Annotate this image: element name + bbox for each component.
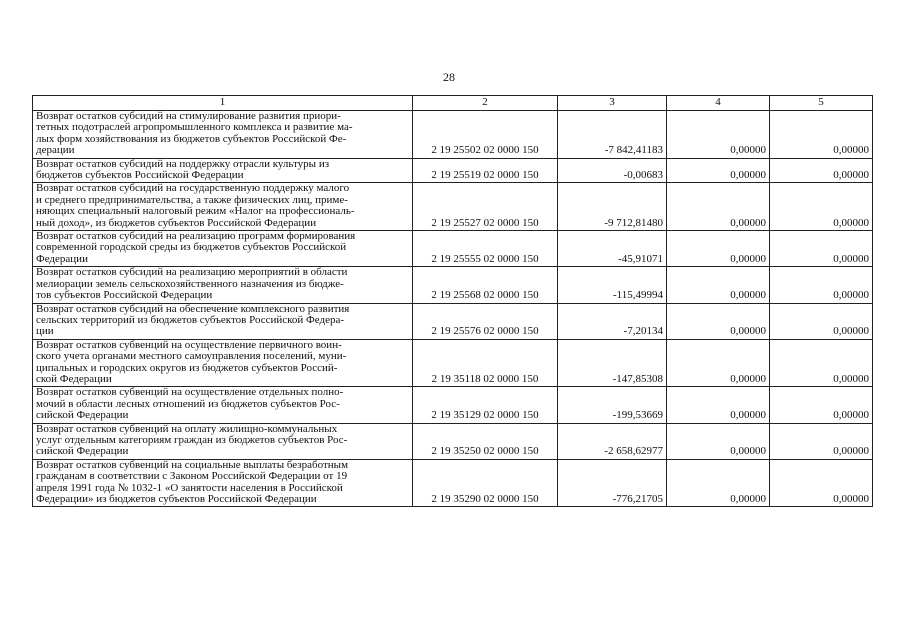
table-row — [33, 267, 873, 303]
row-value-col5: 0,00000 — [770, 387, 873, 423]
row-description: Возврат остатков субсидий на обеспечение комплексного развития сельских территорий из бюджетов субъектов Российской Федера- ции — [36, 302, 350, 338]
row-description: Возврат остатков субвенций на социальные выплаты безработным гражданам в соответствии с Законом Российской Федерации от 19 апреля 1991 года № 1032-1 «О занятости населения в Российской Федерации» из бюджетов субъектов Российской Федерации — [36, 458, 349, 505]
row-value-col4: 0,00000 — [667, 183, 770, 231]
row-value-col4: 0,00000 — [667, 158, 770, 183]
column-header-4: 4 — [667, 96, 770, 111]
row-description: Возврат остатков субвенций на оплату жилищно-коммунальных услуг отдельным категориям граждан из бюджетов субъектов Рос- сийской Федерации — [36, 422, 348, 458]
row-value-col3: -7 842,41183 — [558, 111, 667, 159]
row-code: 2 19 25519 02 0000 150 — [413, 158, 558, 183]
row-code: 2 19 25576 02 0000 150 — [413, 303, 558, 339]
row-code: 2 19 35290 02 0000 150 — [413, 459, 558, 507]
row-value-col3: -147,85308 — [558, 339, 667, 387]
row-value-col3: -115,49994 — [558, 267, 667, 303]
row-value-col4: 0,00000 — [667, 231, 770, 267]
row-value-col3: -199,53669 — [558, 387, 667, 423]
table-row — [33, 231, 873, 267]
row-description: Возврат остатков субсидий на стимулирование развития приори- тетных подотраслей агропромышленного комплекса и развитие ма- лых форм хозяйствования из бюджетов субъектов Российской Фе- дерации — [36, 110, 353, 157]
table-row — [33, 183, 873, 231]
row-code: 2 19 35129 02 0000 150 — [413, 387, 558, 423]
row-value-col3: -9 712,81480 — [558, 183, 667, 231]
row-description: Возврат остатков субсидий на реализацию программ формирования современной городской среды из бюджетов субъектов Российской Федерации — [36, 230, 356, 265]
row-value-col3: -2 658,62977 — [558, 423, 667, 459]
row-value-col4: 0,00000 — [667, 459, 770, 507]
row-code: 2 19 25502 02 0000 150 — [413, 111, 558, 159]
row-value-col5: 0,00000 — [770, 183, 873, 231]
row-value-col3: -776,21705 — [558, 459, 667, 507]
row-code: 2 19 35118 02 0000 150 — [413, 339, 558, 387]
row-code: 2 19 25527 02 0000 150 — [413, 183, 558, 231]
row-value-col3: -45,91071 — [558, 231, 667, 267]
row-value-col5: 0,00000 — [770, 339, 873, 387]
row-value-col5: 0,00000 — [770, 267, 873, 303]
row-value-col4: 0,00000 — [667, 267, 770, 303]
row-value-col5: 0,00000 — [770, 158, 873, 183]
column-header-1: 1 — [33, 96, 413, 111]
table-header-row — [33, 96, 873, 111]
row-value-col4: 0,00000 — [667, 111, 770, 159]
row-description: Возврат остатков субвенций на осуществление первичного воин- ского учета органами местного самоуправления поселений, муни- ципальных и городских округов из бюджетов субъектов Россий- ской Федерации — [36, 338, 347, 385]
row-description: Возврат остатков субсидий на государственную поддержку малого и среднего предпринимательства, а также физических лиц, приме- няющих специальный налоговый режим «Налог на профессиональ- ный доход», из бюджетов субъектов Российской Федерации — [36, 182, 355, 229]
row-value-col3: -7,20134 — [558, 303, 667, 339]
row-description: Возврат остатков субвенций на осуществление отдельных полно- мочий в области лесных отношений из бюджетов субъектов Рос- сийской Федерации — [36, 386, 344, 422]
row-code: 2 19 25555 02 0000 150 — [413, 231, 558, 267]
table-row — [33, 111, 873, 159]
row-value-col4: 0,00000 — [667, 339, 770, 387]
row-value-col3: -0,00683 — [558, 158, 667, 183]
row-description: Возврат остатков субсидий на реализацию мероприятий в области мелиорации земель сельскохозяйственного назначения из бюдже- тов субъектов Российской Федерации — [36, 266, 348, 302]
row-value-col4: 0,00000 — [667, 423, 770, 459]
table-row — [33, 423, 873, 459]
row-value-col5: 0,00000 — [770, 303, 873, 339]
table-row — [33, 339, 873, 387]
table-row — [33, 387, 873, 423]
row-value-col5: 0,00000 — [770, 423, 873, 459]
row-value-col4: 0,00000 — [667, 303, 770, 339]
budget-table — [32, 95, 873, 507]
page-number: 28 — [443, 70, 455, 84]
table-row — [33, 158, 873, 183]
row-value-col4: 0,00000 — [667, 387, 770, 423]
row-code: 2 19 35250 02 0000 150 — [413, 423, 558, 459]
column-header-5: 5 — [770, 96, 873, 111]
row-value-col5: 0,00000 — [770, 459, 873, 507]
column-header-2: 2 — [413, 96, 558, 111]
row-value-col5: 0,00000 — [770, 111, 873, 159]
column-header-3: 3 — [558, 96, 667, 111]
row-code: 2 19 25568 02 0000 150 — [413, 267, 558, 303]
row-value-col5: 0,00000 — [770, 231, 873, 267]
table-row — [33, 459, 873, 507]
table-row — [33, 303, 873, 339]
row-description: Возврат остатков субсидий на поддержку отрасли культуры из бюджетов субъектов Российской Федерации — [36, 157, 330, 182]
